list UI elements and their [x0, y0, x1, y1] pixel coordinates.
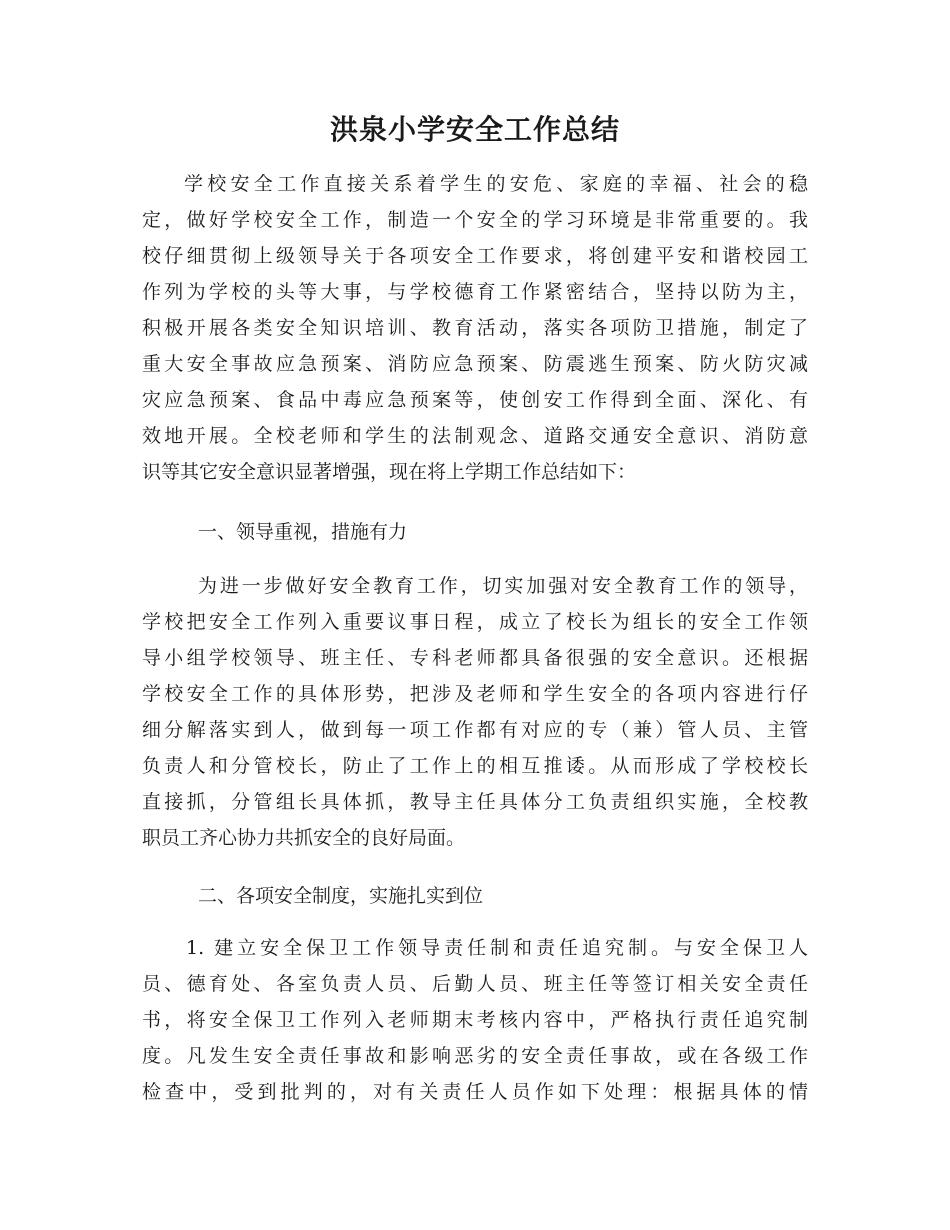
- paragraph-line: 导小组学校领导、班主任、专科老师都具备很强的安全意识。还根据: [142, 647, 808, 669]
- paragraph-line: 作列为学校的头等大事，与学校德育工作紧密结合，坚持以防为主，: [142, 281, 808, 303]
- document-title: 洪泉小学安全工作总结: [329, 113, 620, 146]
- paragraph-line: 灾应急预案、食品中毒应急预案等，使创安工作得到全面、深化、有: [142, 389, 808, 411]
- paragraph-line: 为进一步做好安全教育工作，切实加强对安全教育工作的领导，: [198, 575, 808, 597]
- section-heading: 二、各项安全制度，实施扎实到位: [198, 885, 484, 907]
- paragraph-line: 直接抓，分管组长具体抓，教导主任具体分工负责组织实施，全校教: [142, 791, 808, 813]
- paragraph-line: 积极开展各类安全知识培训、教育活动，落实各项防卫措施，制定了: [142, 317, 808, 339]
- paragraph-line: 学校把安全工作列入重要议事日程，成立了校长为组长的安全工作领: [142, 611, 808, 633]
- section-heading: 一、领导重视，措施有力: [198, 521, 408, 543]
- paragraph-line: 员、德育处、各室负责人员、后勤人员、班主任等签订相关安全责任: [142, 973, 808, 995]
- paragraph-line: 学校安全工作的具体形势，把涉及老师和学生安全的各项内容进行仔: [142, 683, 808, 705]
- paragraph-line: 1. 建立安全保卫工作领导责任制和责任追究制。与安全保卫人: [186, 937, 808, 959]
- paragraph-line: 负责人和分管校长，防止了工作上的相互推诿。从而形成了学校校长: [142, 755, 808, 777]
- paragraph-line: 定，做好学校安全工作，制造一个安全的学习环境是非常重要的。我: [142, 209, 808, 231]
- paragraph-line: 效地开展。全校老师和学生的法制观念、道路交通安全意识、消防意: [142, 425, 808, 447]
- paragraph-line: 书，将安全保卫工作列入老师期末考核内容中，严格执行责任追究制: [142, 1009, 808, 1031]
- paragraph-line: 职员工齐心协力共抓安全的良好局面。: [142, 827, 466, 849]
- paragraph-line: 检查中，受到批判的，对有关责任人员作如下处理：根据具体的情: [142, 1081, 808, 1103]
- paragraph-line: 校仔细贯彻上级领导关于各项安全工作要求，将创建平安和谐校园工: [142, 245, 808, 267]
- paragraph-line: 度。凡发生安全责任事故和影响恶劣的安全责任事故，或在各级工作: [142, 1045, 808, 1067]
- paragraph-line: 细分解落实到人，做到每一项工作都有对应的专（兼）管人员、主管: [142, 719, 808, 741]
- paragraph-line: 重大安全事故应急预案、消防应急预案、防震逃生预案、防火防灾减: [142, 353, 808, 375]
- paragraph-line: 学校安全工作直接关系着学生的安危、家庭的幸福、社会的稳: [184, 173, 808, 195]
- paragraph-line: 识等其它安全意识显著增强，现在将上学期工作总结如下：: [142, 461, 637, 483]
